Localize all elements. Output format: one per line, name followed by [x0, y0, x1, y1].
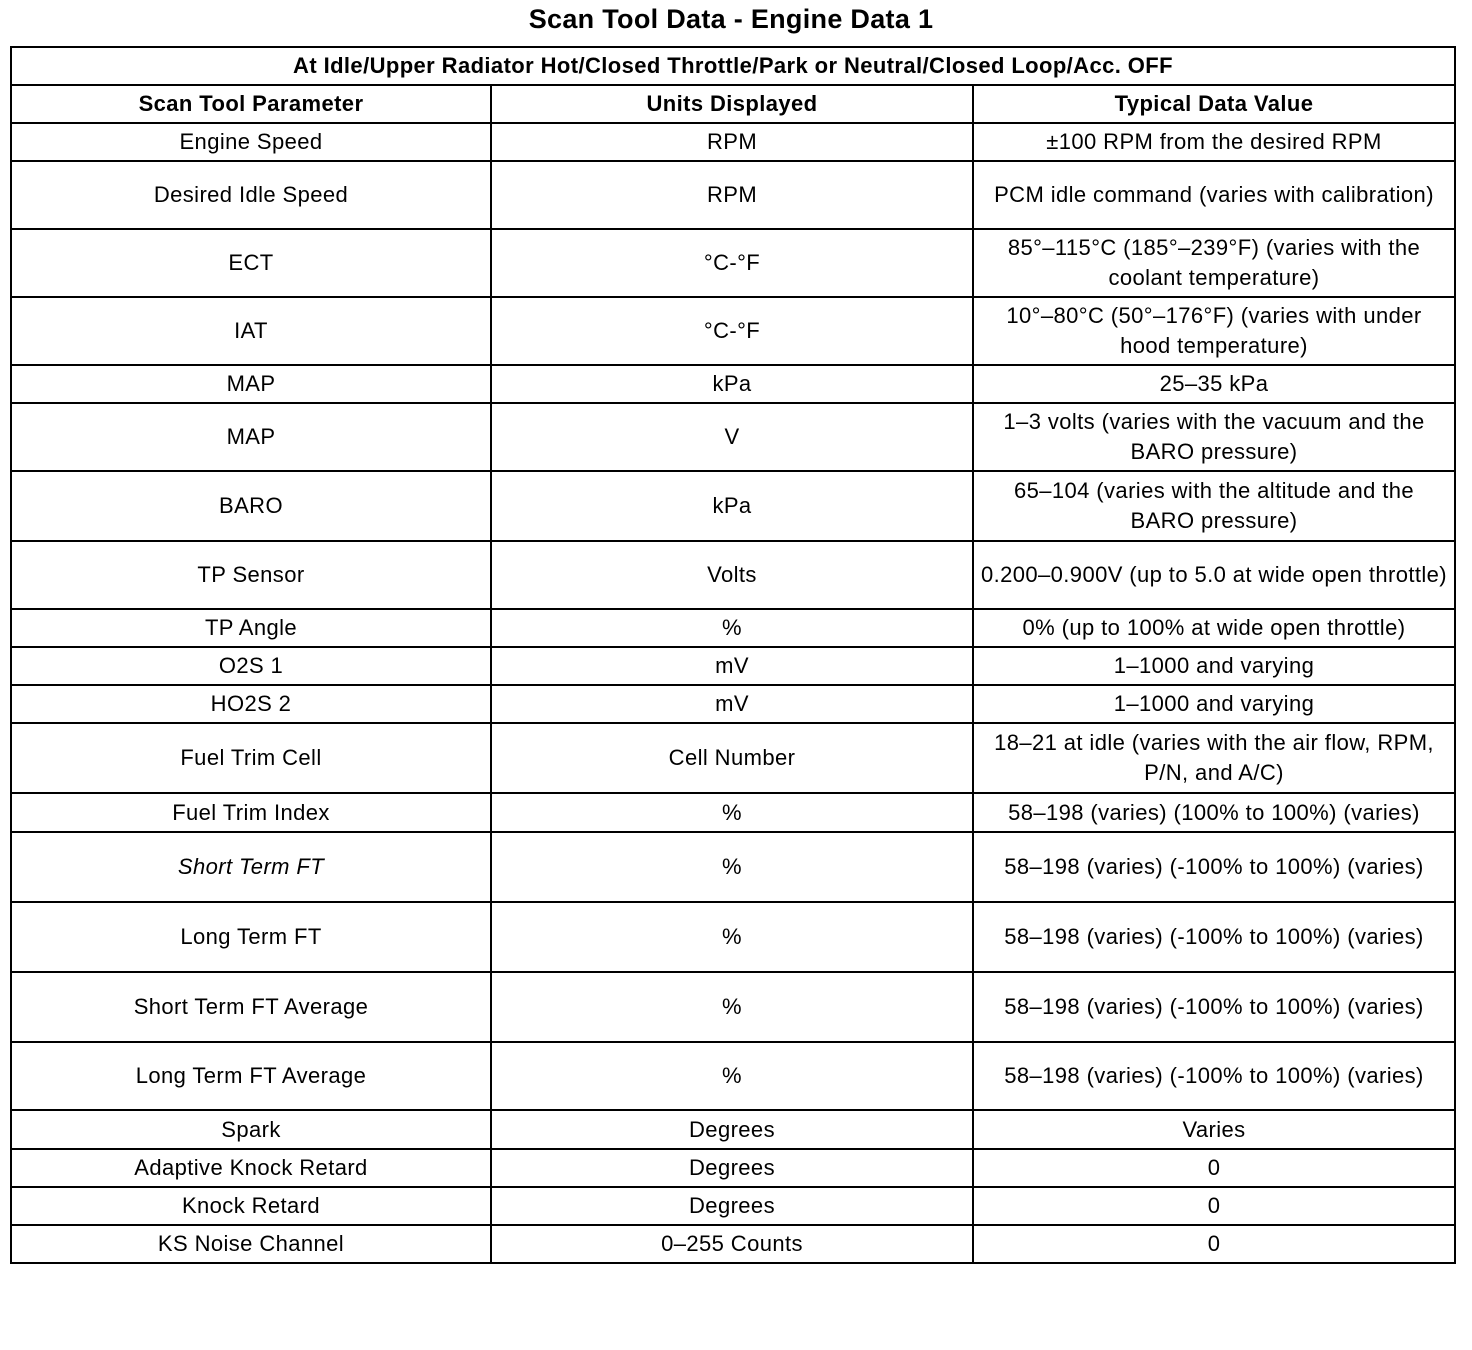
column-header-value: Typical Data Value [973, 85, 1455, 123]
parameter-cell: ECT [11, 229, 491, 297]
table-row [11, 403, 1455, 471]
parameter-cell: Desired Idle Speed [11, 161, 491, 229]
value-cell: 65–104 (varies with the altitude and the BARO pressure) [973, 471, 1455, 541]
table-row [11, 123, 1455, 161]
value-cell: 0.200–0.900V (up to 5.0 at wide open throttle) [973, 541, 1455, 609]
units-cell: % [491, 972, 973, 1042]
scan-tool-data-table [10, 46, 1456, 1264]
parameter-cell: Long Term FT Average [11, 1042, 491, 1110]
parameter-cell: TP Angle [11, 609, 491, 647]
table-row [11, 793, 1455, 832]
units-cell: Degrees [491, 1149, 973, 1187]
value-cell: ±100 RPM from the desired RPM [973, 123, 1455, 161]
column-header-row [11, 85, 1455, 123]
value-cell: 0% (up to 100% at wide open throttle) [973, 609, 1455, 647]
parameter-cell: TP Sensor [11, 541, 491, 609]
units-cell: % [491, 1042, 973, 1110]
table-row [11, 609, 1455, 647]
value-cell: 0 [973, 1149, 1455, 1187]
table-row [11, 1042, 1455, 1110]
value-cell: 1–3 volts (varies with the vacuum and the BARO pressure) [973, 403, 1455, 471]
value-cell: 58–198 (varies) (-100% to 100%) (varies) [973, 972, 1455, 1042]
value-cell: Varies [973, 1110, 1455, 1149]
units-cell: mV [491, 647, 973, 685]
value-cell: 1–1000 and varying [973, 647, 1455, 685]
parameter-cell: Long Term FT [11, 902, 491, 972]
units-cell: RPM [491, 123, 973, 161]
units-cell: °C-°F [491, 229, 973, 297]
units-cell: Cell Number [491, 723, 973, 793]
parameter-cell: Engine Speed [11, 123, 491, 161]
parameter-cell: O2S 1 [11, 647, 491, 685]
parameter-cell: HO2S 2 [11, 685, 491, 723]
table-row [11, 229, 1455, 297]
table-row [11, 161, 1455, 229]
value-cell: 85°–115°C (185°–239°F) (varies with the coolant temperature) [973, 229, 1455, 297]
units-cell: kPa [491, 365, 973, 403]
table-row [11, 685, 1455, 723]
table-row [11, 647, 1455, 685]
table-row [11, 471, 1455, 541]
conditions-row [11, 47, 1455, 85]
parameter-cell: Knock Retard [11, 1187, 491, 1225]
value-cell: 58–198 (varies) (-100% to 100%) (varies) [973, 832, 1455, 902]
value-cell: 58–198 (varies) (-100% to 100%) (varies) [973, 1042, 1455, 1110]
table-row [11, 541, 1455, 609]
parameter-cell: MAP [11, 403, 491, 471]
table-row [11, 1187, 1455, 1225]
value-cell: 18–21 at idle (varies with the air flow, RPM, P/N, and A/C) [973, 723, 1455, 793]
column-header-parameter: Scan Tool Parameter [11, 85, 491, 123]
units-cell: 0–255 Counts [491, 1225, 973, 1263]
parameter-cell: Short Term FT Average [11, 972, 491, 1042]
units-cell: Volts [491, 541, 973, 609]
parameter-cell: Fuel Trim Cell [11, 723, 491, 793]
parameter-cell: Adaptive Knock Retard [11, 1149, 491, 1187]
parameter-cell: Spark [11, 1110, 491, 1149]
units-cell: Degrees [491, 1110, 973, 1149]
value-cell: PCM idle command (varies with calibration) [973, 161, 1455, 229]
units-cell: Degrees [491, 1187, 973, 1225]
table-row [11, 297, 1455, 365]
table-row [11, 1149, 1455, 1187]
conditions-header: At Idle/Upper Radiator Hot/Closed Throttle/Park or Neutral/Closed Loop/Acc. OFF [11, 47, 1455, 85]
parameter-cell: BARO [11, 471, 491, 541]
table-row [11, 723, 1455, 793]
table-row [11, 1225, 1455, 1263]
parameter-cell: Fuel Trim Index [11, 793, 491, 832]
table-row [11, 902, 1455, 972]
units-cell: V [491, 403, 973, 471]
units-cell: °C-°F [491, 297, 973, 365]
units-cell: % [491, 902, 973, 972]
table-row [11, 972, 1455, 1042]
table-row [11, 832, 1455, 902]
value-cell: 0 [973, 1187, 1455, 1225]
value-cell: 58–198 (varies) (100% to 100%) (varies) [973, 793, 1455, 832]
value-cell: 0 [973, 1225, 1455, 1263]
units-cell: % [491, 832, 973, 902]
parameter-cell: IAT [11, 297, 491, 365]
page-title: Scan Tool Data - Engine Data 1 [528, 4, 934, 34]
parameter-cell: KS Noise Channel [11, 1225, 491, 1263]
units-cell: % [491, 609, 973, 647]
units-cell: mV [491, 685, 973, 723]
units-cell: RPM [491, 161, 973, 229]
parameter-cell: MAP [11, 365, 491, 403]
value-cell: 58–198 (varies) (-100% to 100%) (varies) [973, 902, 1455, 972]
table-row [11, 365, 1455, 403]
units-cell: kPa [491, 471, 973, 541]
parameter-cell: Short Term FT [11, 832, 491, 902]
units-cell: % [491, 793, 973, 832]
table-row [11, 1110, 1455, 1149]
value-cell: 10°–80°C (50°–176°F) (varies with under hood temperature) [973, 297, 1455, 365]
value-cell: 25–35 kPa [973, 365, 1455, 403]
value-cell: 1–1000 and varying [973, 685, 1455, 723]
column-header-units: Units Displayed [491, 85, 973, 123]
